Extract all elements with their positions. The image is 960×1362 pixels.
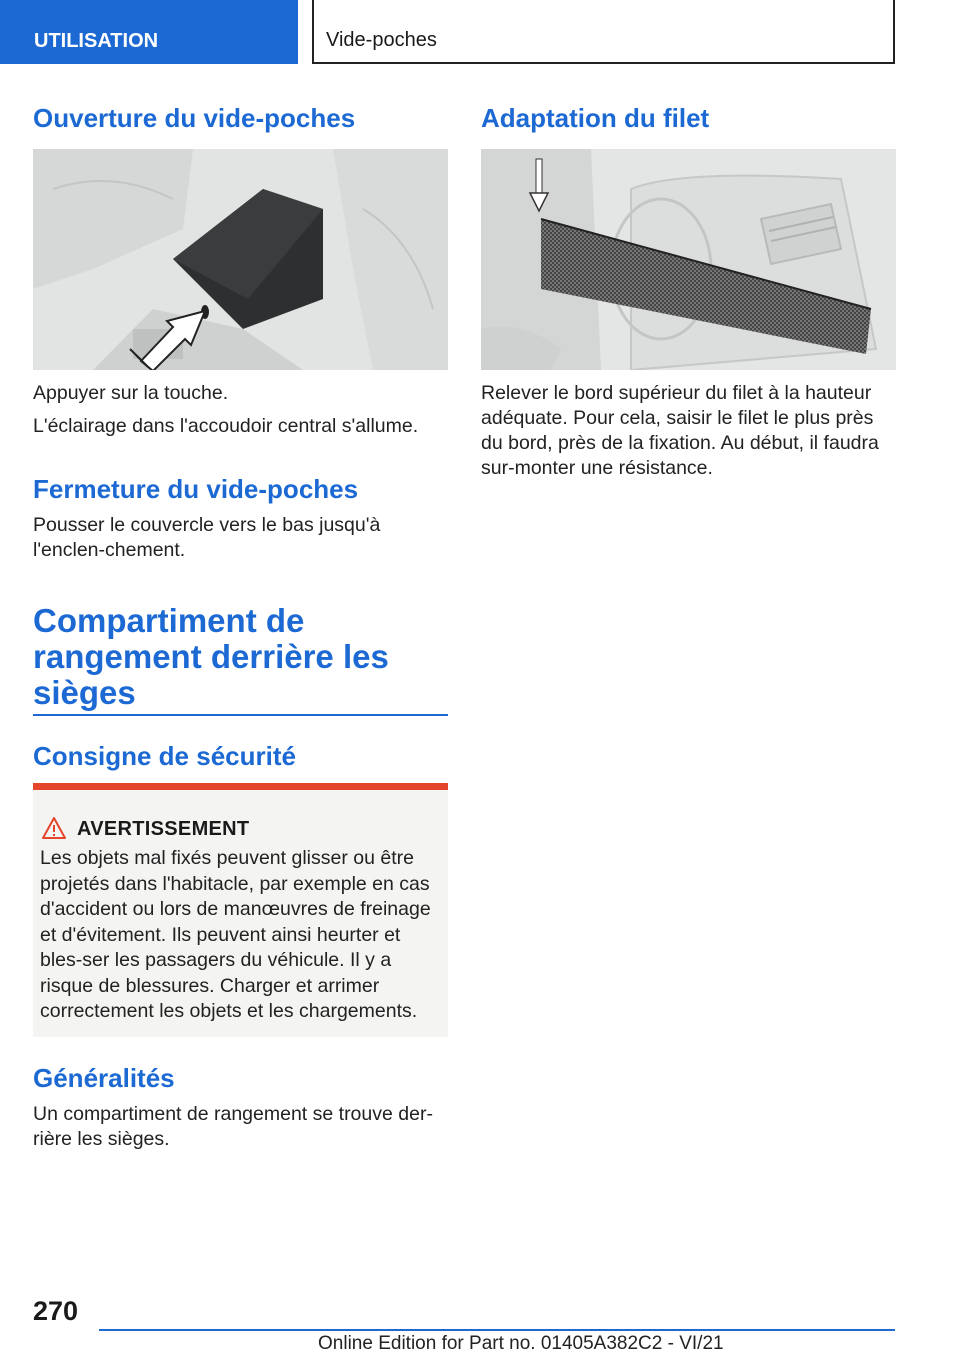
section-tab: UTILISATION	[0, 0, 298, 64]
heading-general: Généralités	[33, 1063, 175, 1093]
paragraph-general: Un compartiment de rangement se trouve der‐rière les sièges.	[33, 1103, 433, 1150]
warning-title: AVERTISSEMENT	[77, 818, 250, 840]
net-illustration	[481, 149, 896, 370]
paragraph-light-on: L'éclairage dans l'accoudoir central s'allume.	[33, 415, 419, 437]
heading-close-compartment: Fermeture du vide-poches	[33, 474, 359, 504]
warning-body: Les objets mal fixés peuvent glisser ou être projetés dans l'habitacle, par exemple en cas d'accident ou lors de manœuvres de freinage et d'évitement. Ils peuvent ainsi heurter et bles‐ser les passagers du véhicule. Il y a risque de blessures. Charger et arrimer correctement les objets et les chargements.	[40, 847, 431, 1022]
warning-triangle-icon	[41, 816, 67, 840]
heading-rule	[33, 714, 448, 716]
footer-rule	[99, 1329, 895, 1331]
warning-box	[33, 783, 448, 1037]
footer-edition: Online Edition for Part no. 01405A382C2 - VI/21	[318, 1333, 724, 1354]
armrest-illustration	[33, 149, 448, 370]
heading-adjust-net: Adaptation du filet	[481, 103, 710, 133]
heading-storage-behind-seats: Compartiment de rangement derrière les sièges	[33, 602, 389, 711]
chapter-title: Vide-poches	[312, 0, 895, 64]
paragraph-close: Pousser le couvercle vers le bas jusqu'à l'enclen‐chement.	[33, 514, 381, 561]
paragraph-press-button: Appuyer sur la touche.	[33, 382, 229, 404]
page-number: 270	[33, 1296, 79, 1326]
heading-safety-notice: Consigne de sécurité	[33, 741, 296, 771]
paragraph-adjust-net: Relever le bord supérieur du filet à la hauteur adéquate. Pour cela, saisir le filet le plus près du bord, près de la fixation. Au début, il faudra sur‐monter une résistance.	[481, 382, 879, 479]
heading-open-compartment: Ouverture du vide-poches	[33, 103, 356, 133]
